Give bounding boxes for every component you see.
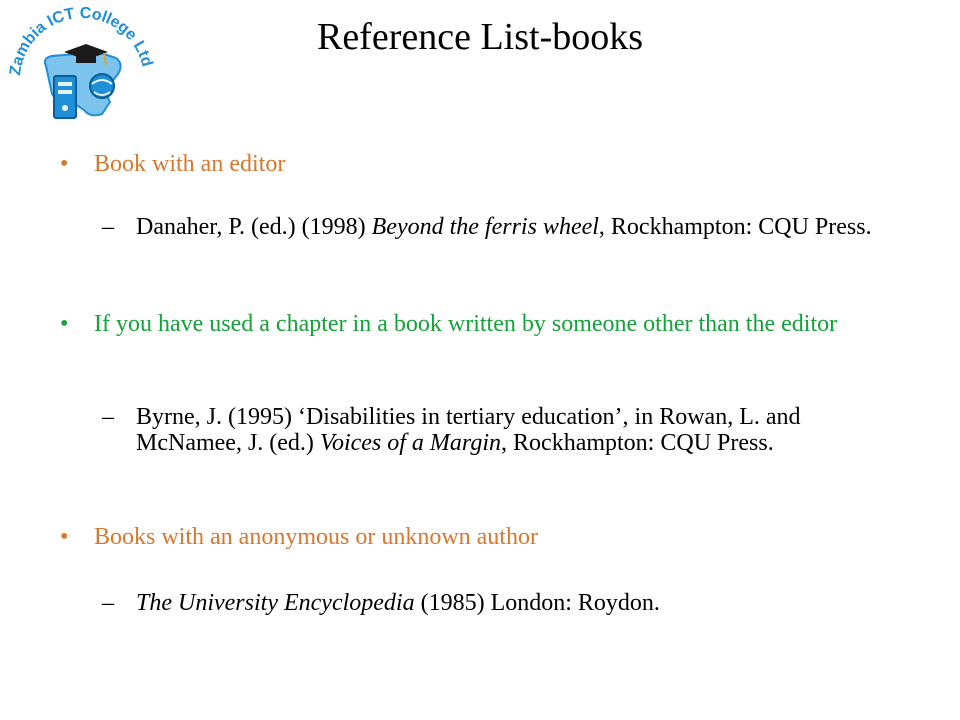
bullet-book-with-editor <box>60 150 920 178</box>
example-plain: Byrne, J. (1995) ‘Disabilities in tertiary education’, in Rowan, L. and McNamee, J. (ed.) <box>136 404 801 456</box>
bullet-anonymous-author <box>60 523 920 551</box>
example-anonymous-author <box>102 590 892 616</box>
example-italic-title: Beyond the ferris wheel <box>371 214 599 240</box>
example-chapter-in-book <box>102 404 892 456</box>
bullet-dot: • <box>60 524 69 550</box>
example-text <box>136 214 892 240</box>
sub-dash: – <box>102 404 114 430</box>
sub-dash: – <box>102 214 114 240</box>
bullet-text: If you have used a chapter in a book written by someone other than the editor <box>94 311 838 337</box>
example-plain-end: , Rockhampton: CQU Press. <box>598 214 872 240</box>
sub-dash: – <box>102 590 114 616</box>
bullet-text: Books with an anonymous or unknown author <box>94 524 538 550</box>
example-italic-title: The University Encyclopedia <box>136 590 415 616</box>
example-text <box>136 404 892 456</box>
bullet-dot: • <box>60 151 69 177</box>
example-text <box>136 590 892 616</box>
example-plain-end: (1985) London: Roydon. <box>414 590 660 616</box>
computer-icon <box>54 76 76 118</box>
globe-icon <box>90 74 114 98</box>
logo-text: Zambia ICT College Ltd <box>7 6 156 77</box>
bullet-chapter-in-book <box>60 310 920 338</box>
example-plain-end: , Rockhampton: CQU Press. <box>501 430 774 456</box>
example-plain: Danaher, P. (ed.) (1998) <box>136 214 372 240</box>
bullet-dot: • <box>60 311 69 337</box>
example-book-with-editor <box>102 214 892 240</box>
bullet-text: Book with an editor <box>94 151 286 177</box>
example-italic-title: Voices of a Margin <box>319 430 502 456</box>
slide-title: Reference List-books <box>316 16 644 58</box>
